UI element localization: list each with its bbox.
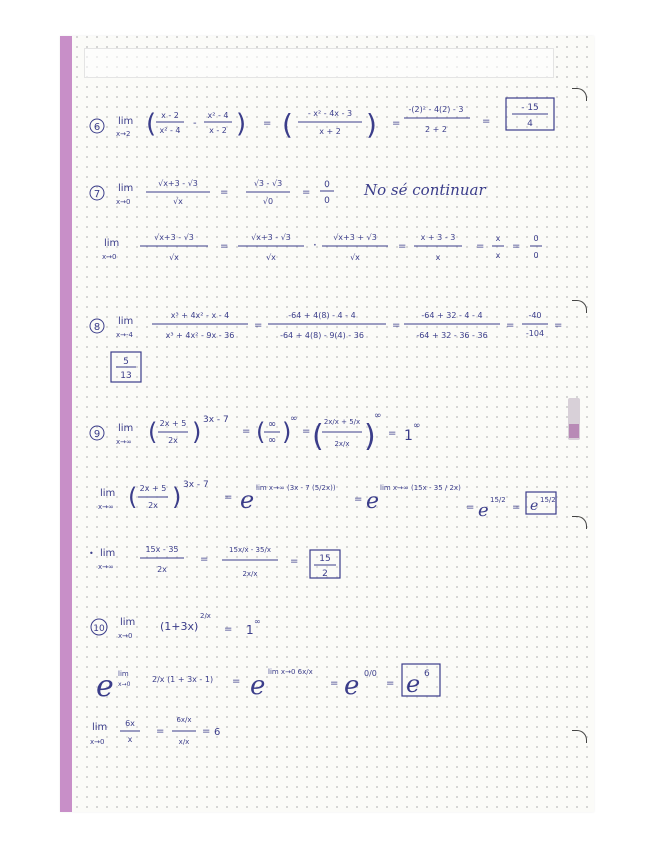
equals-sign: = — [388, 428, 397, 439]
paren-close: ) — [172, 483, 182, 511]
fraction-numerator: √x+3 - √3 — [154, 233, 194, 242]
problem-6 — [90, 98, 554, 141]
lim-label: lim — [118, 183, 134, 194]
lim-label: lim — [118, 670, 129, 678]
lim-subscript: x→0 — [118, 681, 131, 688]
fraction-denominator: 2x — [168, 436, 178, 445]
fraction-numerator: x - 2 — [161, 111, 179, 120]
fraction-numerator: 15x/x - 35/x — [229, 546, 271, 554]
lim-label: lim — [118, 316, 134, 327]
fraction-numerator: 0 — [324, 180, 330, 190]
equals-sign: = — [330, 678, 339, 689]
problem-number: 9 — [93, 429, 101, 440]
fraction-denominator: 2x/x — [334, 440, 350, 448]
exponent: lim x→∞ (15x - 35 / 2x) — [380, 484, 461, 492]
fraction-numerator: 15x - 35 — [145, 545, 179, 554]
result-value: 6 — [214, 727, 221, 738]
equals-sign: = — [263, 118, 272, 129]
paren-close: ) — [192, 418, 202, 446]
euler-e: e — [344, 671, 360, 701]
equals-sign: = — [224, 624, 233, 635]
fraction-denominator: x — [127, 735, 133, 744]
euler-e: e — [96, 669, 114, 704]
exponent: 3x - 7 — [203, 415, 229, 425]
fraction-numerator: √x+3 + √3 — [333, 233, 377, 242]
fraction-numerator: -64 + 32 - 4 - 4 — [421, 311, 483, 320]
lim-label: lim — [120, 617, 136, 628]
fraction-denominator: x — [435, 253, 441, 262]
paren-close: ) — [236, 109, 247, 139]
equals-sign: = — [554, 320, 563, 331]
equals-sign: = — [466, 502, 475, 513]
fraction-denominator: √x — [173, 197, 183, 206]
minus-sign: - — [193, 118, 197, 129]
fraction-numerator: x + 3 - 3 — [420, 233, 456, 242]
euler-e: e — [530, 498, 539, 514]
exponent: 6 — [424, 669, 430, 679]
equals-sign: = — [512, 241, 521, 252]
note-text: No sé continuar — [364, 181, 486, 199]
fraction-denominator: x - 2 — [209, 126, 227, 135]
fraction-numerator: -64 + 4(8) - 4 - 4 — [288, 311, 356, 320]
lim-label: lim — [118, 423, 134, 434]
paren-open: ( — [146, 109, 157, 139]
equals-sign: = — [224, 492, 233, 503]
fraction-numerator: 0 — [533, 234, 539, 243]
equals-sign: = — [476, 241, 485, 252]
fraction-numerator: √x+3 - √3 — [251, 233, 291, 242]
fraction-numerator: x² - 4 — [207, 111, 229, 120]
fraction-denominator: 2x/x — [242, 570, 258, 578]
euler-e: e — [478, 500, 489, 521]
lim-subscript: x→∞ — [98, 563, 114, 571]
equals-sign: = — [386, 678, 395, 689]
fraction-denominator: -64 + 32 - 36 - 36 — [416, 331, 488, 340]
fraction-denominator: 0 — [533, 251, 539, 260]
lim-subscript: x→0 — [102, 253, 117, 261]
lim-subscript: x→-4 — [116, 331, 133, 339]
fraction-denominator: -64 + 4(8) - 9(4) - 36 — [280, 331, 364, 340]
equals-sign: = — [512, 502, 521, 513]
lim-subscript: x→2 — [116, 130, 131, 138]
lim-subscript: x→∞ — [98, 503, 114, 511]
lim-label: lim — [100, 548, 116, 559]
fraction-denominator: x/x — [178, 738, 190, 746]
lim-subscript: x→0 — [116, 198, 131, 206]
result-value: 1 — [246, 623, 254, 637]
fraction-denominator: -104 — [525, 329, 545, 338]
exponent: ∞ — [374, 411, 382, 421]
exponent: 15/2 — [490, 496, 506, 504]
fraction-numerator: 6x — [125, 719, 135, 728]
exponent: 3x - 7 — [183, 480, 209, 490]
paren-close: ) — [282, 418, 292, 446]
lim-label: lim — [100, 488, 116, 499]
equals-sign: = — [302, 426, 311, 437]
fraction-denominator: √x — [266, 253, 276, 262]
equals-sign: = — [220, 187, 229, 198]
problem-9 — [89, 411, 556, 579]
exponent: lim x→0 6x/x — [268, 668, 313, 676]
euler-e: e — [406, 670, 421, 698]
fraction-numerator: 2x/x + 5/x — [323, 418, 361, 426]
exponent: 2/x — [200, 612, 211, 620]
equals-sign: = — [482, 116, 491, 127]
fraction-numerator: 2x + 5 — [139, 484, 167, 493]
bullet-dot: • — [89, 549, 94, 558]
equals-sign: = — [302, 187, 311, 198]
paren-open: ( — [148, 418, 158, 446]
result-value: 1 — [404, 428, 413, 444]
answer-denominator: 4 — [527, 119, 533, 129]
fraction-denominator: 2 + 2 — [425, 125, 447, 134]
euler-e: e — [240, 486, 255, 514]
fraction-denominator: x³ + 4x² - 9x - 36 — [165, 331, 235, 340]
exponent: 15/2 — [540, 496, 556, 504]
answer-numerator: - 15 — [521, 103, 539, 113]
multiply-dot: · — [313, 238, 317, 252]
fraction-numerator: √x+3 - √3 — [158, 179, 198, 188]
answer-denominator: 2 — [322, 569, 328, 579]
fraction-denominator: √x — [350, 253, 360, 262]
paren-open: ( — [128, 483, 138, 511]
problem-10 — [90, 612, 440, 746]
fraction-numerator: ∞ — [267, 419, 277, 430]
fraction-denominator: 2x — [157, 565, 167, 574]
problem-number: 6 — [93, 122, 101, 133]
problem-number: 8 — [93, 322, 101, 333]
fraction-numerator: -(2)² - 4(2) - 3 — [408, 105, 464, 114]
exponent: 0/0 — [364, 669, 377, 678]
lim-label: lim — [104, 238, 120, 249]
equals-sign: = — [392, 118, 401, 129]
base-expression: (1+3x) — [160, 620, 199, 633]
fraction-denominator: x + 2 — [319, 127, 341, 136]
equals-sign: = — [232, 676, 241, 687]
equals-sign: = — [156, 726, 165, 737]
equals-sign: = — [200, 554, 209, 565]
equals-sign: = — [354, 494, 363, 505]
paren-open: ( — [282, 108, 293, 141]
equals-sign: = — [506, 320, 515, 331]
fraction-numerator: -40 — [528, 311, 542, 320]
lim-subscript: x→0 — [90, 738, 105, 746]
exponent: ∞ — [290, 414, 298, 424]
fraction-denominator: 0 — [324, 196, 330, 206]
equals-sign: = — [392, 320, 401, 331]
paren-open: ( — [256, 418, 266, 446]
euler-e: e — [250, 671, 266, 701]
lim-label: lim — [118, 116, 134, 127]
equals-sign: = — [398, 241, 407, 252]
equals-sign: = — [254, 320, 263, 331]
fraction-denominator: ∞ — [267, 435, 277, 446]
fraction-numerator: 2x + 5 — [159, 419, 187, 428]
answer-numerator: 5 — [123, 357, 129, 367]
fraction-denominator: √x — [169, 253, 179, 262]
paren-close: ) — [366, 108, 377, 141]
equals-sign: = — [242, 426, 251, 437]
fraction-denominator: √0 — [262, 197, 274, 206]
fraction-numerator: x — [495, 234, 501, 243]
euler-e: e — [366, 489, 380, 514]
answer-denominator: 13 — [120, 371, 132, 381]
lim-label: lim — [92, 722, 108, 733]
problem-7 — [90, 179, 542, 262]
lim-subscript: x→∞ — [116, 438, 132, 446]
fraction-denominator: x² - 4 — [159, 126, 181, 135]
exponent: ∞ — [413, 421, 421, 431]
exponent: lim x→∞ (3x - 7 (5/2x)) — [256, 484, 336, 492]
exponent: 2/x (1 + 3x - 1) — [152, 675, 214, 684]
paren-open: ( — [312, 419, 324, 454]
problem-number: 10 — [93, 624, 105, 634]
answer-numerator: 15 — [319, 554, 331, 564]
fraction-denominator: x — [495, 251, 501, 260]
fraction-numerator: √3 - √3 — [253, 179, 283, 188]
equals-sign: = — [220, 241, 229, 252]
fraction-numerator: x³ + 4x² - x - 4 — [170, 311, 230, 320]
equals-sign: = — [290, 556, 299, 567]
fraction-numerator: - x² - 4x - 3 — [307, 109, 353, 118]
problem-number: 7 — [93, 189, 101, 200]
lim-subscript: x→0 — [118, 632, 133, 640]
fraction-denominator: 2x — [148, 501, 158, 510]
exponent: ∞ — [254, 617, 261, 626]
problem-8 — [90, 311, 562, 382]
equals-sign: = — [202, 726, 211, 737]
paren-close: ) — [364, 419, 376, 454]
fraction-numerator: 6x/x — [176, 716, 192, 724]
